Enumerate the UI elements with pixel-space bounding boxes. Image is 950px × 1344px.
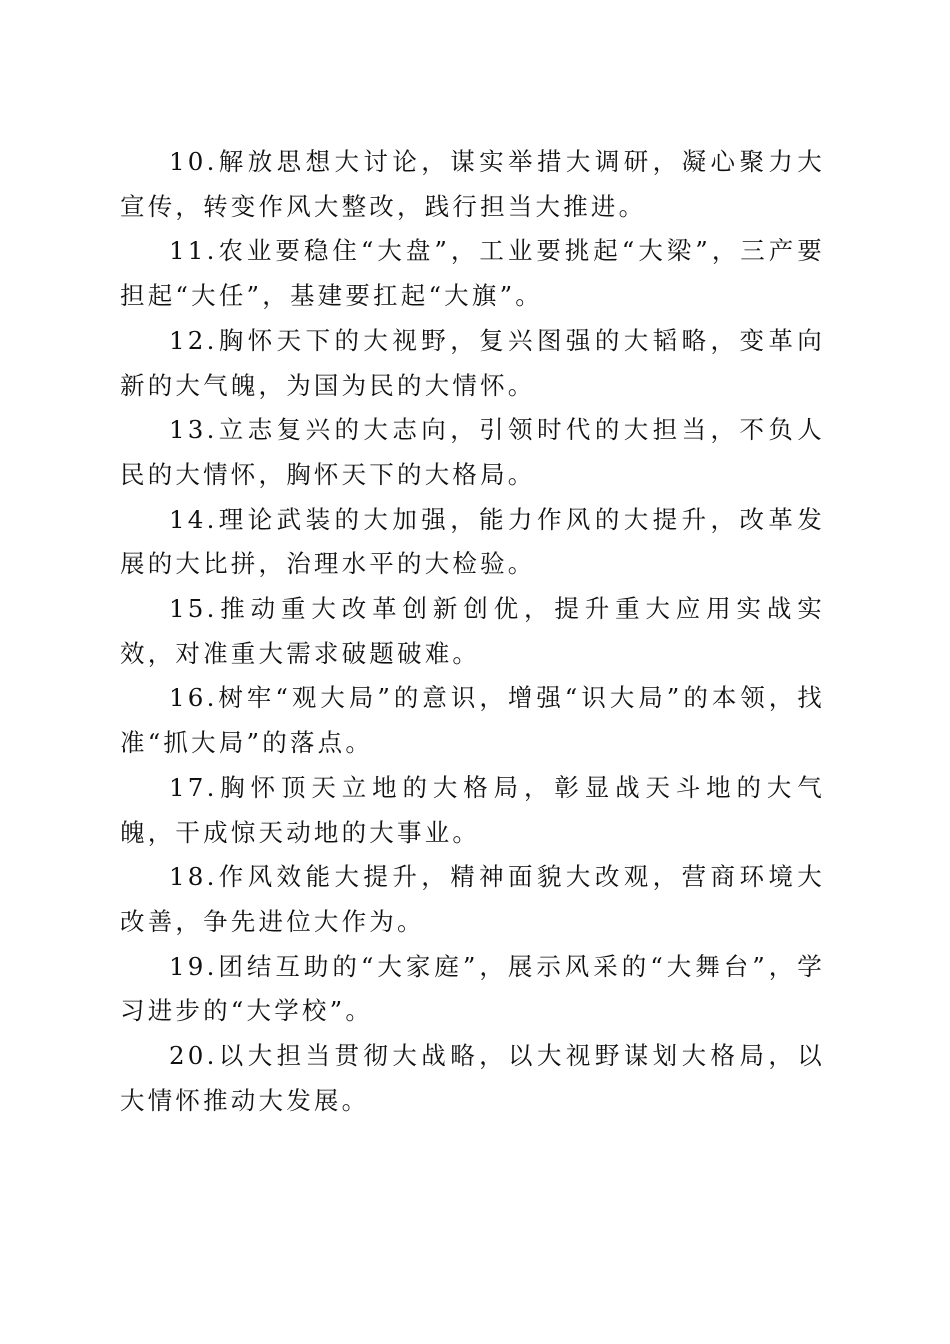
list-item: 14.理论武装的大加强，能力作风的大提升，改革发展的大比拼，治理水平的大检验。 xyxy=(120,504,825,579)
list-item: 12.胸怀天下的大视野，复兴图强的大韬略，变革向新的大气魄，为国为民的大情怀。 xyxy=(120,325,825,400)
list-item: 11.农业要稳住“大盘”，工业要挑起“大梁”，三产要担起“大任”，基建要扛起“大旗”。 xyxy=(120,236,825,311)
list-item: 15.推动重大改革创新创优，提升重大应用实战实效，对准重大需求破题破难。 xyxy=(120,594,825,668)
list-item: 19.团结互助的“大家庭”，展示风采的“大舞台”，学习进步的“大学校”。 xyxy=(120,951,825,1026)
list-item: 16.树牢“观大局”的意识，增强“识大局”的本领，找准“抓大局”的落点。 xyxy=(120,683,825,758)
list-item: 18.作风效能大提升，精神面貌大改观，营商环境大改善，争先进位大作为。 xyxy=(120,862,825,936)
list-item: 20.以大担当贯彻大战略，以大视野谋划大格局，以大情怀推动大发展。 xyxy=(120,1041,825,1115)
list-item: 17.胸怀顶天立地的大格局，彰显战天斗地的大气魄，干成惊天动地的大事业。 xyxy=(120,772,825,847)
document-body xyxy=(120,140,825,1123)
list-item: 13.立志复兴的大志向，引领时代的大担当，不负人民的大情怀，胸怀天下的大格局。 xyxy=(120,415,825,489)
list-item: 10.解放思想大讨论，谋实举措大调研，凝心聚力大宣传，转变作风大整改，践行担当大推进。 xyxy=(120,147,825,221)
